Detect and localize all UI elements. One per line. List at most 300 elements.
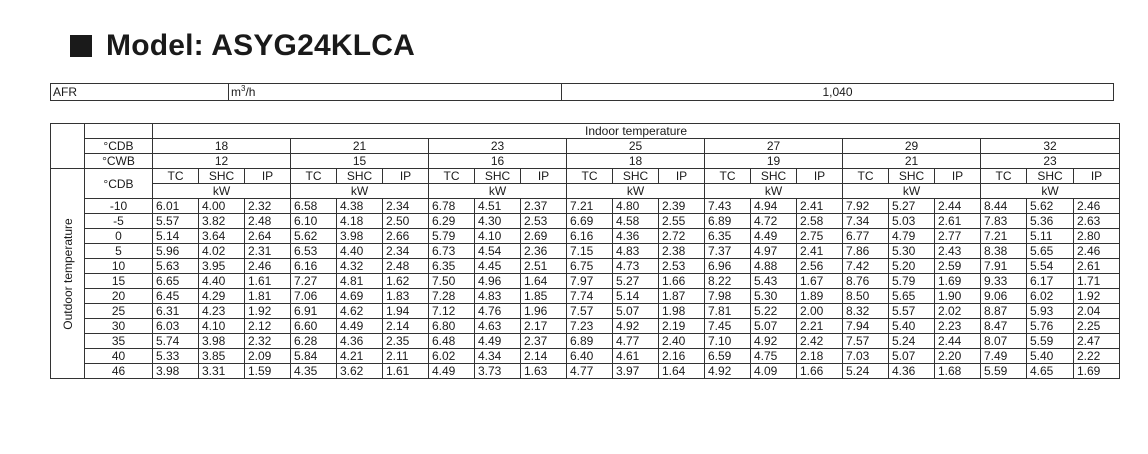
table-cell: 2.46: [245, 259, 291, 274]
table-cell: 4.23: [199, 304, 245, 319]
table-cell: 2.23: [935, 319, 981, 334]
table-cell: 6.80: [429, 319, 475, 334]
outdoor-temp-value: 40: [85, 349, 153, 364]
table-cell: 3.97: [613, 364, 659, 379]
table-cell: 4.09: [751, 364, 797, 379]
column-label-shc: SHC: [751, 169, 797, 184]
table-cell: 2.32: [245, 199, 291, 214]
indoor-cwb-value: 23: [981, 154, 1120, 169]
table-cell: 1.69: [1074, 364, 1120, 379]
outdoor-temp-value: -10: [85, 199, 153, 214]
table-cell: 7.10: [705, 334, 751, 349]
table-cell: 7.28: [429, 289, 475, 304]
table-cell: 4.58: [613, 214, 659, 229]
table-cell: 4.88: [751, 259, 797, 274]
unit-label: kW: [153, 184, 291, 199]
table-cell: 5.24: [889, 334, 935, 349]
table-cell: 2.04: [1074, 304, 1120, 319]
indoor-cdb-value: 32: [981, 139, 1120, 154]
table-cell: 7.27: [291, 274, 337, 289]
table-cell: 5.43: [751, 274, 797, 289]
table-cell: 7.94: [843, 319, 889, 334]
table-cell: 4.73: [613, 259, 659, 274]
table-cell: 4.83: [475, 289, 521, 304]
outdoor-temp-value: 35: [85, 334, 153, 349]
table-cell: 6.35: [705, 229, 751, 244]
column-label-tc: TC: [567, 169, 613, 184]
table-cell: 2.38: [659, 244, 705, 259]
table-cell: 5.30: [889, 244, 935, 259]
table-cell: 4.62: [337, 304, 383, 319]
table-cell: 1.64: [659, 364, 705, 379]
outdoor-temp-value: -5: [85, 214, 153, 229]
table-cell: 2.55: [659, 214, 705, 229]
table-cell: 7.45: [705, 319, 751, 334]
table-cell: 5.36: [1027, 214, 1074, 229]
table-cell: 7.21: [567, 199, 613, 214]
table-cell: 5.20: [889, 259, 935, 274]
table-cell: 7.34: [843, 214, 889, 229]
table-cell: 4.81: [337, 274, 383, 289]
table-cell: 7.15: [567, 244, 613, 259]
table-cell: 7.03: [843, 349, 889, 364]
table-cell: 5.07: [751, 319, 797, 334]
table-cell: 2.53: [521, 214, 567, 229]
table-cell: 2.25: [1074, 319, 1120, 334]
table-cell: 1.63: [521, 364, 567, 379]
table-cell: 4.92: [705, 364, 751, 379]
header-row-cwb: [51, 154, 1120, 169]
table-cell: 5.54: [1027, 259, 1074, 274]
table-cell: 2.34: [383, 244, 429, 259]
table-cell: 5.65: [889, 289, 935, 304]
table-cell: 2.21: [797, 319, 843, 334]
table-cell: 5.93: [1027, 304, 1074, 319]
table-cell: 6.89: [567, 334, 613, 349]
outdoor-temp-value: 0: [85, 229, 153, 244]
table-cell: 1.59: [245, 364, 291, 379]
table-cell: 4.92: [613, 319, 659, 334]
column-label-ip: IP: [383, 169, 429, 184]
table-cell: 2.11: [383, 349, 429, 364]
table-cell: 1.66: [659, 274, 705, 289]
table-row: [51, 259, 1120, 274]
table-cell: 5.62: [291, 229, 337, 244]
outdoor-temperature-header: [51, 169, 85, 379]
outdoor-temp-value: 46: [85, 364, 153, 379]
table-cell: 9.06: [981, 289, 1027, 304]
table-cell: 2.64: [245, 229, 291, 244]
table-cell: 5.07: [613, 304, 659, 319]
table-cell: 3.98: [199, 334, 245, 349]
table-cell: 5.22: [751, 304, 797, 319]
table-cell: 3.85: [199, 349, 245, 364]
table-cell: 4.49: [475, 334, 521, 349]
page-title: [70, 24, 415, 68]
table-cell: 2.37: [521, 334, 567, 349]
table-cell: 5.76: [1027, 319, 1074, 334]
table-cell: 6.28: [291, 334, 337, 349]
table-cell: 4.34: [475, 349, 521, 364]
table-cell: 8.50: [843, 289, 889, 304]
table-cell: 2.42: [797, 334, 843, 349]
header-row-indoor: [51, 124, 1120, 139]
column-label-ip: IP: [245, 169, 291, 184]
table-cell: 6.02: [1027, 289, 1074, 304]
table-cell: 2.59: [935, 259, 981, 274]
table-cell: 8.47: [981, 319, 1027, 334]
afr-value: 1,040: [562, 84, 1114, 101]
column-label-tc: TC: [705, 169, 751, 184]
table-cell: 4.36: [613, 229, 659, 244]
indoor-cwb-label: °CWB: [85, 154, 153, 169]
table-cell: 6.16: [567, 229, 613, 244]
table-cell: 2.61: [935, 214, 981, 229]
table-cell: 2.41: [797, 244, 843, 259]
table-cell: 6.73: [429, 244, 475, 259]
table-cell: 7.23: [567, 319, 613, 334]
indoor-cdb-value: 29: [843, 139, 981, 154]
table-cell: 5.79: [429, 229, 475, 244]
table-cell: 6.10: [291, 214, 337, 229]
table-cell: 2.69: [521, 229, 567, 244]
table-cell: 7.57: [843, 334, 889, 349]
table-cell: 2.34: [383, 199, 429, 214]
table-cell: 4.40: [199, 274, 245, 289]
table-cell: 1.89: [797, 289, 843, 304]
table-cell: 6.16: [291, 259, 337, 274]
table-cell: 6.40: [567, 349, 613, 364]
table-cell: 6.01: [153, 199, 199, 214]
table-cell: 4.02: [199, 244, 245, 259]
table-cell: 4.49: [337, 319, 383, 334]
table-cell: 8.44: [981, 199, 1027, 214]
table-cell: 2.80: [1074, 229, 1120, 244]
afr-label: AFR: [51, 84, 229, 101]
table-cell: 7.12: [429, 304, 475, 319]
table-cell: 1.90: [935, 289, 981, 304]
table-cell: 5.24: [843, 364, 889, 379]
table-cell: 4.54: [475, 244, 521, 259]
table-cell: 6.69: [567, 214, 613, 229]
table-cell: 3.95: [199, 259, 245, 274]
table-cell: 2.39: [659, 199, 705, 214]
table-cell: 4.51: [475, 199, 521, 214]
column-label-tc: TC: [843, 169, 889, 184]
table-cell: 4.94: [751, 199, 797, 214]
table-cell: 3.98: [337, 229, 383, 244]
outdoor-temperature-label: Outdoor temperature: [60, 217, 75, 330]
table-cell: 3.31: [199, 364, 245, 379]
table-cell: 2.51: [521, 259, 567, 274]
table-cell: 4.30: [475, 214, 521, 229]
table-cell: 1.66: [797, 364, 843, 379]
table-row: [51, 364, 1120, 379]
table-cell: 5.59: [1027, 334, 1074, 349]
table-cell: 4.61: [613, 349, 659, 364]
table-row: [51, 304, 1120, 319]
table-cell: 2.02: [935, 304, 981, 319]
header-row-unit: [51, 184, 1120, 199]
table-cell: 6.45: [153, 289, 199, 304]
indoor-cwb-value: 16: [429, 154, 567, 169]
unit-label: kW: [291, 184, 429, 199]
table-row: [51, 319, 1120, 334]
column-label-ip: IP: [1074, 169, 1120, 184]
table-cell: 1.67: [797, 274, 843, 289]
table-cell: 1.87: [659, 289, 705, 304]
table-cell: 5.30: [751, 289, 797, 304]
table-cell: 1.64: [521, 274, 567, 289]
corner-left-blank: [51, 124, 85, 169]
indoor-cdb-label: °CDB: [85, 139, 153, 154]
table-cell: 2.12: [245, 319, 291, 334]
indoor-cwb-value: 19: [705, 154, 843, 169]
column-label-ip: IP: [659, 169, 705, 184]
table-cell: 7.37: [705, 244, 751, 259]
table-cell: 2.44: [935, 199, 981, 214]
title-square-icon: [70, 35, 92, 57]
table-cell: 2.31: [245, 244, 291, 259]
table-cell: 2.41: [797, 199, 843, 214]
table-cell: 6.58: [291, 199, 337, 214]
table-cell: 1.71: [1074, 274, 1120, 289]
table-cell: 4.92: [751, 334, 797, 349]
table-cell: 6.96: [705, 259, 751, 274]
table-cell: 6.29: [429, 214, 475, 229]
table-cell: 4.96: [475, 274, 521, 289]
table-cell: 6.78: [429, 199, 475, 214]
outdoor-temp-value: 15: [85, 274, 153, 289]
table-cell: 2.77: [935, 229, 981, 244]
table-cell: 5.57: [153, 214, 199, 229]
table-cell: 5.79: [889, 274, 935, 289]
table-cell: 2.53: [659, 259, 705, 274]
table-cell: 5.03: [889, 214, 935, 229]
table-cell: 2.36: [521, 244, 567, 259]
table-cell: 6.35: [429, 259, 475, 274]
table-cell: 2.66: [383, 229, 429, 244]
table-cell: 2.14: [521, 349, 567, 364]
table-cell: 4.18: [337, 214, 383, 229]
table-cell: 2.72: [659, 229, 705, 244]
table-cell: 4.83: [613, 244, 659, 259]
table-row: [51, 199, 1120, 214]
table-row: [51, 334, 1120, 349]
column-label-tc: TC: [429, 169, 475, 184]
indoor-cdb-value: 23: [429, 139, 567, 154]
table-cell: 2.44: [935, 334, 981, 349]
table-cell: 2.75: [797, 229, 843, 244]
outdoor-temp-value: 30: [85, 319, 153, 334]
column-label-tc: TC: [291, 169, 337, 184]
indoor-cdb-value: 18: [153, 139, 291, 154]
table-cell: 2.46: [1074, 244, 1120, 259]
table-cell: 4.49: [429, 364, 475, 379]
table-cell: 2.20: [935, 349, 981, 364]
table-cell: 1.81: [245, 289, 291, 304]
table-cell: 1.61: [383, 364, 429, 379]
table-cell: 1.98: [659, 304, 705, 319]
column-label-ip: IP: [521, 169, 567, 184]
table-cell: 4.65: [1027, 364, 1074, 379]
table-cell: 7.43: [705, 199, 751, 214]
unit-label: kW: [429, 184, 567, 199]
table-cell: 8.07: [981, 334, 1027, 349]
column-label-shc: SHC: [889, 169, 935, 184]
column-label-tc: TC: [981, 169, 1027, 184]
table-cell: 2.56: [797, 259, 843, 274]
header-row-columns: [51, 169, 1120, 184]
table-cell: 4.63: [475, 319, 521, 334]
table-cell: 2.50: [383, 214, 429, 229]
table-cell: 4.32: [337, 259, 383, 274]
outdoor-temp-value: 25: [85, 304, 153, 319]
table-cell: 7.49: [981, 349, 1027, 364]
table-cell: 5.33: [153, 349, 199, 364]
table-cell: 2.48: [383, 259, 429, 274]
table-cell: 5.14: [153, 229, 199, 244]
indoor-cwb-value: 18: [567, 154, 705, 169]
table-cell: 2.14: [383, 319, 429, 334]
unit-label: kW: [981, 184, 1120, 199]
table-row: [51, 289, 1120, 304]
table-cell: 2.46: [1074, 199, 1120, 214]
table-cell: 2.09: [245, 349, 291, 364]
table-cell: 7.74: [567, 289, 613, 304]
table-cell: 3.73: [475, 364, 521, 379]
table-cell: 7.50: [429, 274, 475, 289]
table-cell: 2.63: [1074, 214, 1120, 229]
table-cell: 9.33: [981, 274, 1027, 289]
indoor-cwb-value: 15: [291, 154, 429, 169]
table-cell: 3.62: [337, 364, 383, 379]
unit-label: kW: [843, 184, 981, 199]
table-cell: 4.38: [337, 199, 383, 214]
table-cell: 3.82: [199, 214, 245, 229]
table-cell: 4.40: [337, 244, 383, 259]
header-row-cdb: [51, 139, 1120, 154]
afr-table: [50, 83, 1114, 101]
table-cell: 1.69: [935, 274, 981, 289]
table-cell: 1.62: [383, 274, 429, 289]
table-cell: 4.80: [613, 199, 659, 214]
table-cell: 4.10: [199, 319, 245, 334]
table-row: [51, 214, 1120, 229]
table-cell: 8.38: [981, 244, 1027, 259]
column-label-ip: IP: [935, 169, 981, 184]
table-cell: 6.65: [153, 274, 199, 289]
indoor-cwb-value: 12: [153, 154, 291, 169]
table-cell: 2.58: [797, 214, 843, 229]
table-cell: 7.86: [843, 244, 889, 259]
table-cell: 4.36: [889, 364, 935, 379]
table-cell: 4.35: [291, 364, 337, 379]
table-cell: 6.89: [705, 214, 751, 229]
table-cell: 7.06: [291, 289, 337, 304]
table-cell: 4.36: [337, 334, 383, 349]
table-cell: 7.42: [843, 259, 889, 274]
indoor-temperature-header: Indoor temperature: [153, 124, 1120, 139]
table-cell: 8.76: [843, 274, 889, 289]
table-cell: 2.16: [659, 349, 705, 364]
indoor-cdb-value: 27: [705, 139, 843, 154]
table-cell: 6.48: [429, 334, 475, 349]
table-cell: 7.21: [981, 229, 1027, 244]
table-cell: 5.11: [1027, 229, 1074, 244]
table-cell: 4.21: [337, 349, 383, 364]
table-cell: 6.75: [567, 259, 613, 274]
afr-unit: $m^3/h$: [229, 84, 562, 101]
table-row: [51, 244, 1120, 259]
table-cell: 7.98: [705, 289, 751, 304]
table-cell: 5.27: [889, 199, 935, 214]
table-cell: 1.92: [1074, 289, 1120, 304]
table-cell: 2.18: [797, 349, 843, 364]
table-cell: 4.75: [751, 349, 797, 364]
table-cell: 1.83: [383, 289, 429, 304]
table-cell: 2.35: [383, 334, 429, 349]
table-cell: 4.45: [475, 259, 521, 274]
table-cell: 2.47: [1074, 334, 1120, 349]
table-cell: 3.64: [199, 229, 245, 244]
table-cell: 8.87: [981, 304, 1027, 319]
table-cell: 6.02: [429, 349, 475, 364]
table-cell: 7.97: [567, 274, 613, 289]
table-cell: 6.53: [291, 244, 337, 259]
indoor-cdb-value: 25: [567, 139, 705, 154]
table-cell: 6.03: [153, 319, 199, 334]
table-cell: 5.63: [153, 259, 199, 274]
table-cell: 7.57: [567, 304, 613, 319]
column-label-shc: SHC: [337, 169, 383, 184]
table-cell: 5.74: [153, 334, 199, 349]
table-cell: 5.62: [1027, 199, 1074, 214]
table-cell: 1.68: [935, 364, 981, 379]
unit-label: kW: [567, 184, 705, 199]
table-cell: 2.00: [797, 304, 843, 319]
performance-table: [50, 123, 1120, 379]
outdoor-temp-value: 10: [85, 259, 153, 274]
table-cell: 5.40: [889, 319, 935, 334]
table-cell: 4.77: [613, 334, 659, 349]
table-cell: 7.83: [981, 214, 1027, 229]
table-cell: 4.77: [567, 364, 613, 379]
table-cell: 5.14: [613, 289, 659, 304]
table-cell: 4.10: [475, 229, 521, 244]
table-cell: 4.69: [337, 289, 383, 304]
table-cell: 2.22: [1074, 349, 1120, 364]
table-cell: 4.00: [199, 199, 245, 214]
table-cell: 4.76: [475, 304, 521, 319]
table-cell: 2.37: [521, 199, 567, 214]
table-cell: 2.48: [245, 214, 291, 229]
table-cell: 6.17: [1027, 274, 1074, 289]
table-cell: 4.49: [751, 229, 797, 244]
afr-row: [51, 84, 1114, 101]
table-cell: 5.65: [1027, 244, 1074, 259]
table-cell: 4.97: [751, 244, 797, 259]
table-cell: 5.59: [981, 364, 1027, 379]
table-cell: 2.61: [1074, 259, 1120, 274]
indoor-cwb-value: 21: [843, 154, 981, 169]
table-cell: 5.40: [1027, 349, 1074, 364]
table-cell: 5.84: [291, 349, 337, 364]
table-cell: 1.85: [521, 289, 567, 304]
table-cell: 8.22: [705, 274, 751, 289]
table-cell: 7.81: [705, 304, 751, 319]
indoor-cdb-value: 21: [291, 139, 429, 154]
